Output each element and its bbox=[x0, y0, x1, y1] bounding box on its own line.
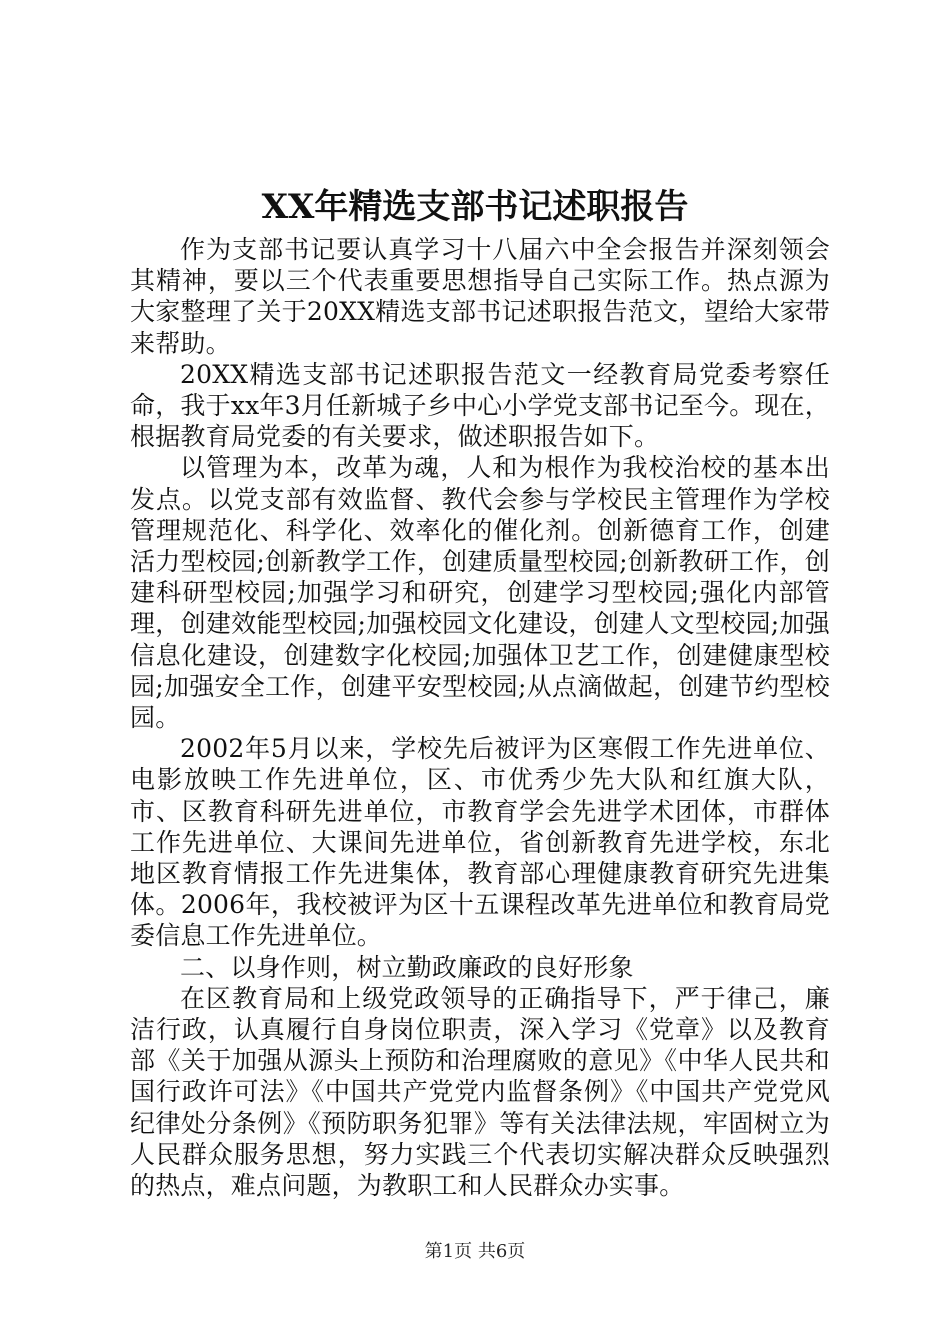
page-footer: 第1页 共6页 bbox=[424, 1241, 526, 1262]
paragraph-intro: 作为支部书记要认真学习十八届六中全会报告并深刻领会其精神，要以三个代表重要思想指导自己实际工作。热点源为大家整理了关于20XX精选支部书记述职报告范文，望给大家带来帮助。 bbox=[130, 235, 830, 358]
paragraph-honors: 2002年5月以来，学校先后被评为区寒假工作先进单位、电影放映工作先进单位，区、市优秀少先大队和红旗大队，市、区教育科研先进单位，市教育学会先进学术团体，市群体工作先进单位、大课间先进单位，省创新教育先进学校，东北地区教育情报工作先进集体，教育部心理健康教育研究先进集体。2006年，我校被评为区十五课程改革先进单位和教育局党委信息工作先进单位。 bbox=[130, 734, 830, 951]
paragraph-appointment: 20XX精选支部书记述职报告范文一经教育局党委考察任命，我于xx年3月任新城子乡中心小学党支部书记至今。现在，根据教育局党委的有关要求，做述职报告如下。 bbox=[130, 359, 831, 452]
document-body bbox=[130, 234, 830, 1201]
paragraph-integrity: 在区教育局和上级党政领导的正确指导下，严于律己，廉洁行政，认真履行自身岗位职责，深入学习《党章》以及教育部《关于加强从源头上预防和治理腐败的意见》《中华人民共和国行政许可法》《中国共产党党内监督条例》《中国共产党党风纪律处分条例》《预防职务犯罪》等有关法律法规，牢固树立为人民群众服务思想，努力实践三个代表切实解决群众反映强烈的热点，难点问题，为教职工和人民群众办实事。 bbox=[130, 983, 830, 1201]
section-heading-2: 二、以身作则，树立勤政廉政的良好形象 bbox=[180, 952, 634, 982]
paragraph-management: 以管理为本，改革为魂，人和为根作为我校治校的基本出发点。以党支部有效监督、教代会参与学校民主管理作为学校管理规范化、科学化、效率化的催化剂。创新德育工作，创建活力型校园;创新教学工作，创建质量型校园;创新教研工作，创建科研型校园;加强学习和研究，创建学习型校园;强化内部管理，创建效能型校园;加强校园文化建设，创建人文型校园;加强信息化建设，创建数字化校园;加强体卫艺工作，创建健康型校园;加强安全工作，创建平安型校园;从点滴做起，创建节约型校园。 bbox=[130, 453, 830, 733]
document-title: XX年精选支部书记述职报告 bbox=[261, 187, 689, 227]
